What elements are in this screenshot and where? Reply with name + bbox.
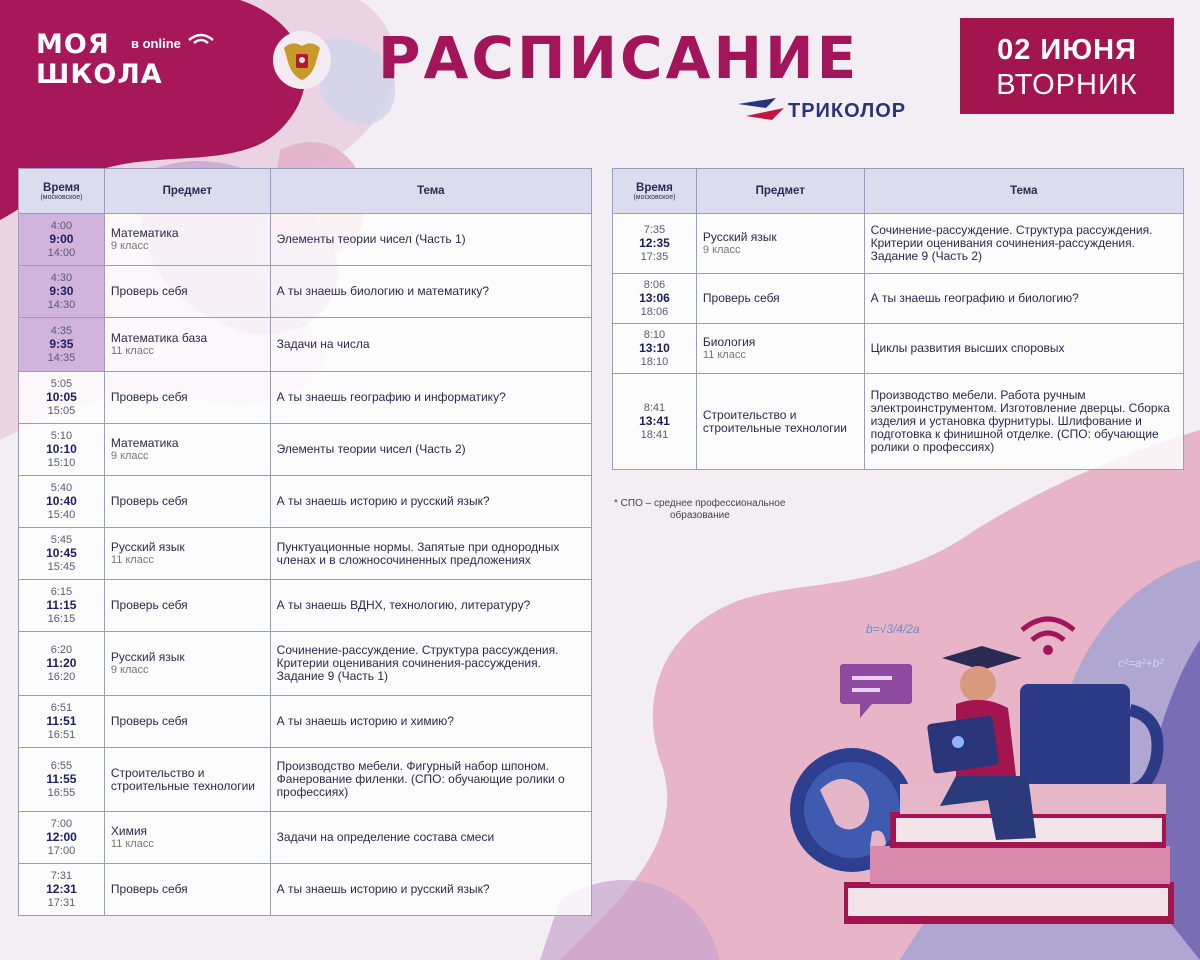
logo-line1: МОЯ [36,29,110,60]
time-3: 14:00 [47,246,76,259]
time-cell [19,214,105,266]
subject-cell [104,318,270,372]
col-time-header: Время (московское) [613,169,697,214]
time-1: 5:05 [50,377,73,390]
topic-cell: А ты знаешь историю и химию? [270,696,591,748]
time-1: 4:35 [50,324,73,337]
time-2: 12:00 [46,829,77,844]
table-row [19,424,592,476]
time-2: 9:00 [49,231,74,246]
subject-name: Математика база [110,330,208,345]
table-row [19,214,592,266]
table-row [613,214,1184,274]
time-cell [19,812,105,864]
time-3: 17:00 [47,844,76,857]
page-title: РАСПИСАНИЕ [378,24,860,92]
time-1: 8:06 [643,278,666,291]
tricolor-brand [736,94,936,130]
time-1: 7:35 [643,223,666,236]
topic-cell: А ты знаешь биологию и математику? [270,266,591,318]
subject-cell [104,632,270,696]
col-time-header: Время (московское) [19,169,105,214]
time-2: 13:41 [639,413,670,428]
time-cell [19,580,105,632]
time-1: 4:30 [50,271,73,284]
logo-line2: ШКОЛА [36,59,163,90]
time-3: 14:35 [47,351,76,364]
time-3: 16:51 [47,728,76,741]
subject-name: Математика [110,225,179,240]
topic-cell: А ты знаешь историю и русский язык? [270,476,591,528]
time-2: 13:10 [639,340,670,355]
formula-2: c²=a²+b² [1118,656,1164,670]
class-label: 9 класс [110,239,149,252]
time-2: 11:20 [46,655,77,670]
class-label: 11 класс [110,344,154,357]
time-3: 15:05 [47,404,76,417]
footnote-line1: * СПО – среднее профессиональное [614,498,786,509]
topic-cell: Производство мебели. Работа ручным электроинструментом. Изготовление дверцы. Сборка изделия и установка фурнитуры. Шлифование и подготовка к финишной отделке. (СПО: обучающие ролики о профессиях) [864,374,1183,470]
brand-name: ТРИКОЛОР [788,100,907,122]
date-label: 02 ИЮНЯ [997,34,1137,66]
time-1: 5:40 [50,481,73,494]
topic-cell: А ты знаешь географию и биологию? [864,274,1183,324]
coat-of-arms-icon [272,30,332,90]
table-row [19,476,592,528]
topic-cell: Элементы теории чисел (Часть 2) [270,424,591,476]
table-row [19,318,592,372]
subject-cell [104,748,270,812]
time-1: 8:10 [643,328,666,341]
schedule-table-left [18,168,592,916]
table-row [19,696,592,748]
table-row [19,528,592,580]
topic-cell: Производство мебели. Фигурный набор шпоном. Фанерование филенки. (СПО: обучающие ролики о профессиях) [270,748,591,812]
schedule-table-right [612,168,1184,470]
time-3: 17:35 [640,250,669,263]
subject-cell [104,864,270,916]
topic-cell: А ты знаешь ВДНХ, технологию, литературу? [270,580,591,632]
topic-cell: Элементы теории чисел (Часть 1) [270,214,591,266]
time-3: 16:15 [47,612,76,625]
time-cell [19,696,105,748]
topic-cell: Задачи на числа [270,318,591,372]
class-label: 9 класс [110,663,149,676]
class-label: 9 класс [110,449,149,462]
col-topic-header: Тема [864,169,1183,214]
subject-name: Проверь себя [110,714,188,728]
time-3: 16:20 [47,670,76,683]
subject-name: Проверь себя [110,284,188,298]
subject-cell [104,372,270,424]
weekday-label: ВТОРНИК [996,69,1138,101]
table-row [19,372,592,424]
subject-cell [104,214,270,266]
wifi-icon [186,30,216,48]
time-1: 7:00 [50,817,73,830]
class-label: 11 класс [702,348,746,361]
time-3: 15:10 [47,456,76,469]
time-cell [19,266,105,318]
subject-cell [696,274,864,324]
time-1: 6:51 [50,701,73,714]
subject-cell [104,424,270,476]
time-3: 16:55 [47,786,76,799]
subject-cell [104,266,270,318]
subject-cell [696,214,864,274]
topic-cell: А ты знаешь историю и русский язык? [270,864,591,916]
chat-bubble-icon [840,664,912,718]
time-1: 4:00 [50,219,73,232]
time-2: 10:45 [46,545,77,560]
footnote [614,498,785,522]
topic-cell: Пунктуационные нормы. Запятые при однородных членах и в сложносочиненных предложениях [270,528,591,580]
time-2: 11:55 [46,771,77,786]
subject-name: Проверь себя [110,390,188,404]
formula-1: b=√3/4/2a [866,622,920,636]
table-row [613,324,1184,374]
time-1: 7:31 [50,869,73,882]
class-label: 9 класс [702,243,741,256]
subject-cell [104,696,270,748]
table-row [613,274,1184,324]
class-label: 11 класс [110,837,154,850]
subject-cell [104,580,270,632]
topic-cell: Сочинение-рассуждение. Структура рассуждения. Критерии оценивания сочинения-рассуждения. Задание 9 (Часть 2) [864,214,1183,274]
time-3: 15:40 [47,508,76,521]
time-1: 5:45 [50,533,73,546]
topic-cell: А ты знаешь географию и информатику? [270,372,591,424]
time-3: 18:10 [640,355,669,368]
time-cell [19,372,105,424]
time-1: 6:55 [50,759,73,772]
time-2: 10:10 [46,441,77,456]
time-2: 12:35 [639,235,670,250]
subject-name: Русский язык [110,649,185,664]
class-label: 11 класс [110,553,154,566]
time-2: 10:40 [46,493,77,508]
time-1: 5:10 [50,429,73,442]
subject-name: Математика [110,435,179,450]
logo-online: в online [131,36,181,51]
subject-name: Русский язык [110,539,185,554]
date-box [960,18,1174,114]
time-cell [19,476,105,528]
time-cell [19,318,105,372]
subject-name: Строительство и строительные технологии [702,407,847,435]
subject-cell [104,528,270,580]
subject-cell [104,812,270,864]
time-3: 18:06 [640,305,669,318]
wifi-signal-icon [1022,619,1074,655]
time-2: 9:35 [49,336,74,351]
time-cell [613,274,697,324]
time-2: 13:06 [639,290,670,305]
subject-name: Биология [702,334,756,349]
table-row [19,580,592,632]
time-cell [19,424,105,476]
time-1: 8:41 [643,401,666,414]
time-1: 6:15 [50,585,73,598]
time-1: 6:20 [50,643,73,656]
subject-name: Строительство и строительные технологии [110,765,255,793]
time-cell [613,324,697,374]
time-cell [19,864,105,916]
time-2: 10:05 [46,389,77,404]
table-row [19,812,592,864]
table-header-row [613,169,1184,214]
time-2: 11:51 [46,713,77,728]
table-header-row [19,169,592,214]
col-topic-header: Тема [270,169,591,214]
time-3: 17:31 [47,896,76,909]
time-cell [19,632,105,696]
time-cell [613,374,697,470]
time-2: 11:15 [46,597,77,612]
table-row [19,864,592,916]
topic-cell: Задачи на определение состава смеси [270,812,591,864]
subject-name: Проверь себя [110,494,188,508]
table-row [613,374,1184,470]
time-3: 15:45 [47,560,76,573]
subject-name: Проверь себя [702,291,780,305]
col-subject-header: Предмет [696,169,864,214]
time-cell [613,214,697,274]
subject-name: Русский язык [702,229,777,244]
col-subject-header: Предмет [104,169,270,214]
topic-cell: Сочинение-рассуждение. Структура рассуждения. Критерии оценивания сочинения-рассуждения. Задание 9 (Часть 1) [270,632,591,696]
table-row [19,266,592,318]
subject-cell [104,476,270,528]
time-3: 18:41 [640,428,669,441]
time-3: 14:30 [47,298,76,311]
time-cell [19,528,105,580]
table-row [19,748,592,812]
subject-cell [696,324,864,374]
footnote-line2: образование [670,510,730,521]
subject-name: Химия [110,823,148,838]
table-row [19,632,592,696]
subject-name: Проверь себя [110,598,188,612]
topic-cell: Циклы развития высших споровых [864,324,1183,374]
student-illustration [760,600,1180,940]
subject-cell [696,374,864,470]
time-2: 12:31 [46,881,77,896]
time-2: 9:30 [49,283,74,298]
tricolor-logo-icon [736,94,792,130]
time-cell [19,748,105,812]
moya-shkola-logo [36,30,216,94]
subject-name: Проверь себя [110,882,188,896]
